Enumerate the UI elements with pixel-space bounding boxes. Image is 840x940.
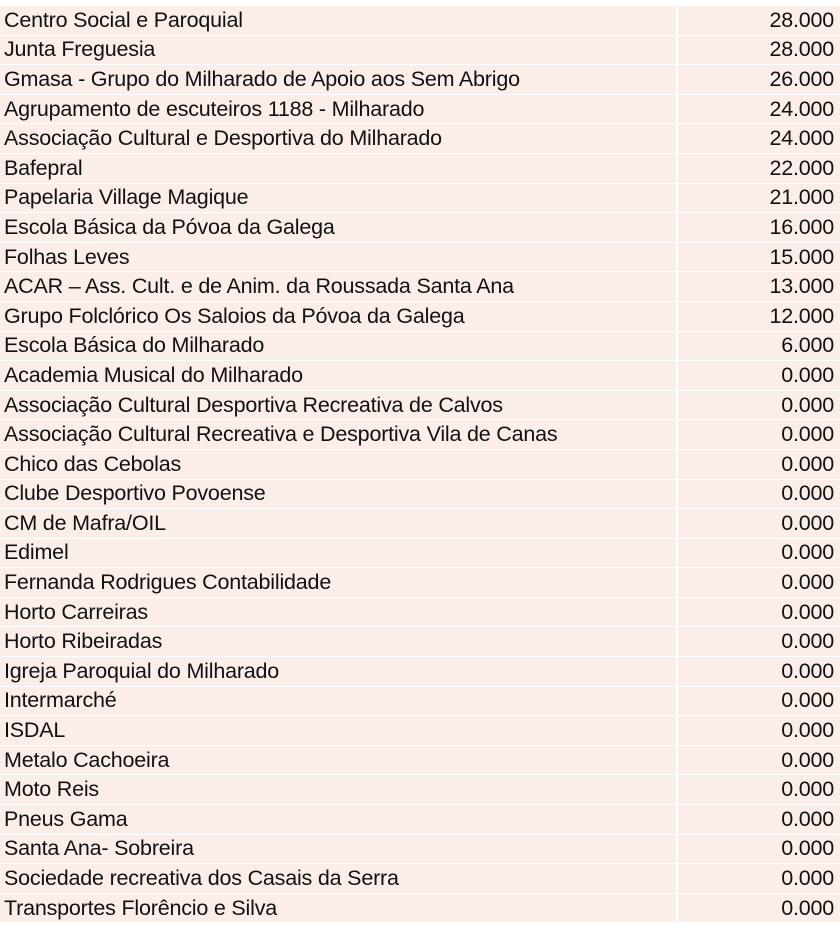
entity-name-cell: Pneus Gama xyxy=(0,805,678,834)
entity-name-cell: ACAR – Ass. Cult. e de Anim. da Roussada Santa Ana xyxy=(0,272,678,301)
table-row xyxy=(0,450,840,480)
entity-name-cell: Agrupamento de escuteiros 1188 - Milharado xyxy=(0,95,678,124)
entity-name-cell: Edimel xyxy=(0,539,678,568)
amount-cell: 0.000 xyxy=(678,835,840,864)
amount-cell: 21.000 xyxy=(678,184,840,213)
table-row xyxy=(0,627,840,657)
table-row xyxy=(0,568,840,598)
entity-name-cell: Academia Musical do Milharado xyxy=(0,361,678,390)
entity-name-cell: Clube Desportivo Povoense xyxy=(0,480,678,509)
entity-name-cell: Associação Cultural Recreativa e Desportiva Vila de Canas xyxy=(0,420,678,449)
amount-cell: 0.000 xyxy=(678,746,840,775)
table-row xyxy=(0,539,840,569)
table-row xyxy=(0,332,840,362)
amount-cell: 24.000 xyxy=(678,124,840,153)
entity-name-cell: Transportes Florêncio e Silva xyxy=(0,894,678,923)
entity-name-cell: Grupo Folclórico Os Saloios da Póvoa da Galega xyxy=(0,302,678,331)
amount-cell: 0.000 xyxy=(678,657,840,686)
table-row xyxy=(0,391,840,421)
entity-name-cell: Moto Reis xyxy=(0,775,678,804)
entity-name-cell: Igreja Paroquial do Milharado xyxy=(0,657,678,686)
table-row xyxy=(0,480,840,510)
table-row xyxy=(0,598,840,628)
entity-name-cell: Bafepral xyxy=(0,154,678,183)
table-row xyxy=(0,746,840,776)
entity-name-cell: Folhas Leves xyxy=(0,243,678,272)
entity-name-cell: Santa Ana- Sobreira xyxy=(0,835,678,864)
amount-cell: 26.000 xyxy=(678,65,840,94)
amount-cell: 6.000 xyxy=(678,332,840,361)
table-row xyxy=(0,361,840,391)
entity-name-cell: Associação Cultural e Desportiva do Milharado xyxy=(0,124,678,153)
table-row xyxy=(0,835,840,865)
amount-cell: 0.000 xyxy=(678,805,840,834)
entity-name-cell: Papelaria Village Magique xyxy=(0,184,678,213)
table-row xyxy=(0,864,840,894)
amount-cell: 0.000 xyxy=(678,420,840,449)
table-row xyxy=(0,213,840,243)
entity-name-cell: Horto Carreiras xyxy=(0,598,678,627)
donations-table xyxy=(0,6,840,923)
table-row xyxy=(0,302,840,332)
entity-name-cell: Fernanda Rodrigues Contabilidade xyxy=(0,568,678,597)
amount-cell: 0.000 xyxy=(678,361,840,390)
entity-name-cell: Associação Cultural Desportiva Recreativa de Calvos xyxy=(0,391,678,420)
amount-cell: 13.000 xyxy=(678,272,840,301)
amount-cell: 0.000 xyxy=(678,716,840,745)
amount-cell: 0.000 xyxy=(678,480,840,509)
amount-cell: 0.000 xyxy=(678,568,840,597)
amount-cell: 0.000 xyxy=(678,775,840,804)
entity-name-cell: Gmasa - Grupo do Milharado de Apoio aos Sem Abrigo xyxy=(0,65,678,94)
amount-cell: 0.000 xyxy=(678,687,840,716)
table-row xyxy=(0,184,840,214)
table-row xyxy=(0,272,840,302)
entity-name-cell: CM de Mafra/OIL xyxy=(0,509,678,538)
table-row xyxy=(0,775,840,805)
table-row xyxy=(0,95,840,125)
amount-cell: 22.000 xyxy=(678,154,840,183)
entity-name-cell: Intermarché xyxy=(0,687,678,716)
entity-name-cell: Chico das Cebolas xyxy=(0,450,678,479)
table-row xyxy=(0,805,840,835)
table-row xyxy=(0,687,840,717)
entity-name-cell: Sociedade recreativa dos Casais da Serra xyxy=(0,864,678,893)
table-row xyxy=(0,420,840,450)
entity-name-cell: Centro Social e Paroquial xyxy=(0,6,678,35)
table-row xyxy=(0,154,840,184)
amount-cell: 15.000 xyxy=(678,243,840,272)
amount-cell: 12.000 xyxy=(678,302,840,331)
amount-cell: 0.000 xyxy=(678,894,840,923)
amount-cell: 24.000 xyxy=(678,95,840,124)
amount-cell: 28.000 xyxy=(678,36,840,65)
amount-cell: 0.000 xyxy=(678,539,840,568)
entity-name-cell: ISDAL xyxy=(0,716,678,745)
table-row xyxy=(0,124,840,154)
amount-cell: 0.000 xyxy=(678,864,840,893)
table-row xyxy=(0,894,840,924)
amount-cell: 16.000 xyxy=(678,213,840,242)
amount-cell: 0.000 xyxy=(678,450,840,479)
amount-cell: 0.000 xyxy=(678,627,840,656)
amount-cell: 0.000 xyxy=(678,509,840,538)
table-row xyxy=(0,509,840,539)
entity-name-cell: Junta Freguesia xyxy=(0,36,678,65)
table-row xyxy=(0,716,840,746)
entity-name-cell: Metalo Cachoeira xyxy=(0,746,678,775)
table-row xyxy=(0,36,840,66)
table-row xyxy=(0,6,840,36)
entity-name-cell: Escola Básica do Milharado xyxy=(0,332,678,361)
amount-cell: 0.000 xyxy=(678,598,840,627)
table-row xyxy=(0,657,840,687)
table-row xyxy=(0,243,840,273)
entity-name-cell: Horto Ribeiradas xyxy=(0,627,678,656)
amount-cell: 0.000 xyxy=(678,391,840,420)
amount-cell: 28.000 xyxy=(678,6,840,35)
table-row xyxy=(0,65,840,95)
entity-name-cell: Escola Básica da Póvoa da Galega xyxy=(0,213,678,242)
